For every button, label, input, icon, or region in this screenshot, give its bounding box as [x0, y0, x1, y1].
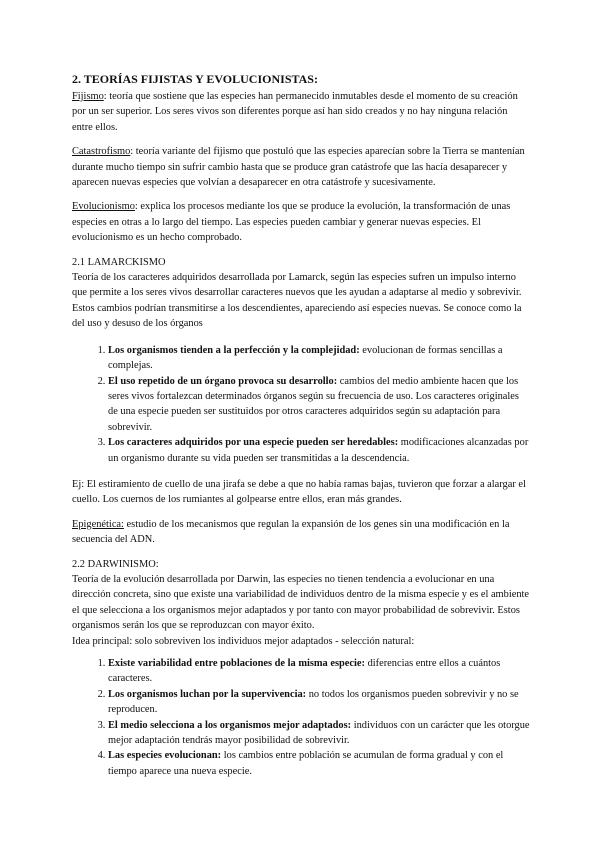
list-item-bold: El medio selecciona a los organismos mejor adaptados: [108, 719, 352, 731]
document-page [72, 72, 530, 790]
fijismo-text: : teoría que sostiene que las especies han permanecido inmutables desde el momento de su creación por un ser superior. Los seres vivos son diferentes porque así han sido creados y no hay ninguna relación entre ellos. [72, 91, 518, 133]
list-item-text: no todos los organismos pueden sobrevivir y no se reproducen. [108, 688, 519, 716]
list-item [108, 718, 530, 749]
catastrofismo-text: : teoría variante del fijismo que postuló que las especies aparecían sobre la Tierra se mantenían durante mucho tiempo sin sufrir cambio hasta que se produce gran catástrofe que las hacía desaparecer y aparecen nuevas especies que volvían a desaparecer en otra catástrofe y sucesivamente. [72, 146, 525, 189]
catastrofismo-paragraph [72, 144, 530, 190]
section-title: 2. TEORÍAS FIJISTAS Y EVOLUCIONISTAS: [72, 72, 318, 86]
list-item-text: los cambios entre población se acumulan de forma gradual y con el tiempo aparece una nueva especie. [108, 750, 504, 777]
darwinismo-heading: 2.2 DARWINISMO: [72, 558, 159, 570]
list-item [108, 374, 530, 436]
list-item-bold: Las especies evolucionan: [108, 750, 222, 762]
list-item [108, 748, 530, 779]
lamarckismo-list [72, 343, 530, 466]
list-item [108, 343, 530, 374]
darwinismo-idea: Idea principal: solo sobreviven los individuos mejor adaptados - selección natural: [72, 635, 415, 647]
list-item [108, 656, 530, 687]
evolucionismo-term: Evolucionismo [72, 201, 135, 213]
list-item-bold: Existe variabilidad entre poblaciones de la misma especie: [108, 658, 365, 669]
list-item-bold: Los organismos tienden a la perfección y la complejidad: [108, 344, 360, 356]
catastrofismo-term: Catastrofismo [72, 146, 131, 158]
list-item-text: individuos con un carácter que les otorgue mejor adaptación tendrás mayor posibilidad de sobrevivir. [108, 719, 530, 747]
darwinismo-list [72, 656, 530, 779]
list-item-text: cambios del medio ambiente hacen que los seres vivos fortalezcan determinados órganos según su frecuencia de uso. Los caracteres originales de una especie pueden ser sustituidos por otros caracteres adquiridos según su adaptación para sobrevivir. [108, 375, 519, 433]
lamarckismo-heading: 2.1 LAMARCKISMO [72, 256, 166, 268]
epigenetica-term: Epigenética: [72, 518, 124, 530]
fijismo-term: Fijismo [72, 91, 104, 102]
list-item-text: modificaciones alcanzadas por un organismo durante su vida pueden ser transmitidas a la descendencia. [108, 437, 529, 464]
epigenetica-text: estudio de los mecanismos que regulan la expansión de los genes sin una modificación en la secuencia del ADN. [72, 518, 510, 546]
epigenetica-paragraph [72, 517, 530, 548]
list-item [108, 435, 530, 466]
darwinismo-intro: Teoría de la evolución desarrollada por Darwin, las especies no tienen tendencia a evolucionar en una dirección concreta, sino que existe una variabilidad de individuos dentro de la misma especie y es el ambiente el que selecciona a los organismos mejor adaptados y por tanto con mayor probabilidad de sobrevivir. Estos organismos serán los que se reproduzcan con mayor éxito. [72, 573, 530, 632]
fijismo-paragraph [72, 89, 530, 135]
list-item-bold: Los organismos luchan por la supervivencia: [108, 688, 307, 700]
list-item-bold: Los caracteres adquiridos por una especie pueden ser heredables: [108, 437, 399, 449]
evolucionismo-paragraph [72, 199, 530, 245]
evolucionismo-text: : explica los procesos mediante los que se produce la evolución, la transformación de unas especies en otras a lo largo del tiempo. Las especies pueden cambiar y generar nuevas especies. El evolucionismo es un hecho comprobado. [72, 201, 511, 244]
list-item-text: diferencias entre ellos a cuántos caracteres. [108, 658, 501, 685]
list-item-text: evolucionan de formas sencillas a complejas. [108, 344, 503, 372]
list-item [108, 687, 530, 718]
list-item-bold: El uso repetido de un órgano provoca su desarrollo: [108, 375, 338, 387]
example-paragraph: Ej: El estiramiento de cuello de una jirafa se debe a que no había ramas bajas, tuvieron que forzar a alargar el cuello. Los cuernos de los rumiantes al golpearse entre ellos, eran más grandes. [72, 478, 526, 506]
lamarckismo-intro: Teoría de los caracteres adquiridos desarrollada por Lamarck, según las especies sufren un impulso interno que permite a los seres vivos desarrollar caracteres nuevos que les ayudan a adaptarse al medio y sobrevivir. Estos cambios podrían transmitirse a los descendientes, apareciendo así especies nuevas. Se conoce como la del uso y desuso de los órganos [72, 272, 522, 330]
